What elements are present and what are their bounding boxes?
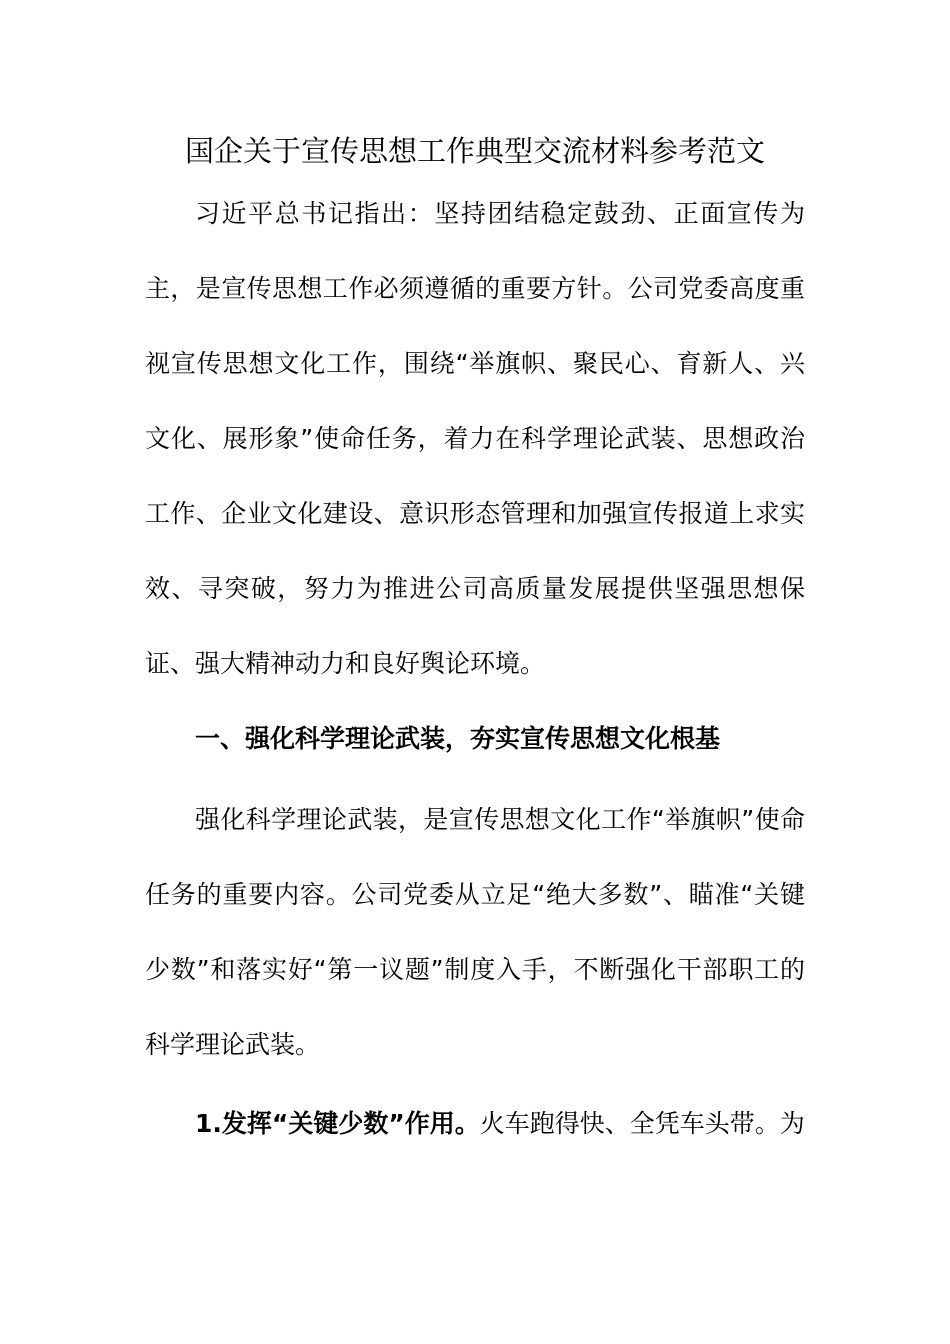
item-1-text: 火车跑得快、全凭车头带。为 <box>479 1109 805 1138</box>
document-title: 国企关于宣传思想工作典型交流材料参考范文 <box>184 134 765 168</box>
item-1-paragraph <box>145 1086 805 1161</box>
section-heading-1: 一、强化科学理论武装，夯实宣传思想文化根基 <box>195 724 721 753</box>
item-1-lead: 1.发挥“关键少数”作用。 <box>195 1109 480 1138</box>
intro-paragraph: 习近平总书记指出：坚持团结稳定鼓劲、正面宣传为主，是宣传思想工作必须遵循的重要方针。公司党委高度重视宣传思想文化工作，围绕“举旗帜、聚民心、育新人、兴文化、展形象”使命任务，着力在科学理论武装、思想政治工作、企业文化建设、意识形态管理和加强宣传报道上求实效、寻突破，努力为推进公司高质量发展提供坚强思想保证、强大精神动力和良好舆论环境。 <box>145 199 805 678</box>
section-1-paragraph: 强化科学理论武装，是宣传思想文化工作“举旗帜”使命任务的重要内容。公司党委从立足“绝大多数”、瞄准“关键少数”和落实好“第一议题”制度入手，不断强化干部职工的科学理论武装。 <box>145 805 805 1059</box>
